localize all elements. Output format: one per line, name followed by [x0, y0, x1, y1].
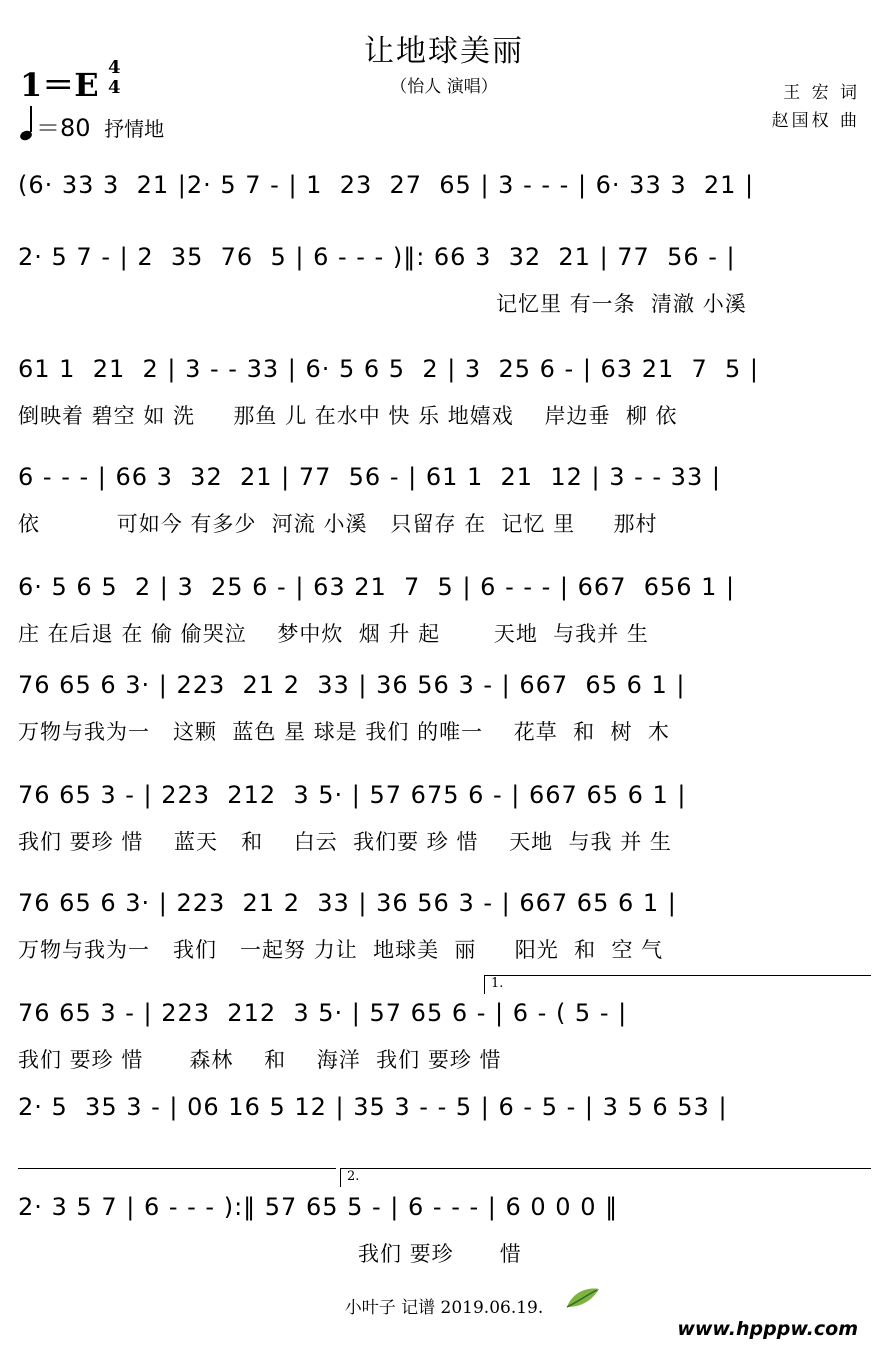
volta-2 — [340, 1168, 871, 1187]
lyricist-credit: 王 宏 词 — [783, 83, 860, 103]
volta-1-continuation — [18, 1168, 336, 1169]
song-title: 让地球美丽 — [364, 34, 524, 69]
tempo-marking — [20, 108, 164, 143]
time-sig-top: 4 — [108, 57, 121, 78]
staff-line-4 — [18, 460, 868, 536]
notation-text: 76 65 6 3· | 223 21 2 33 | 36 56 3 - | 667 65 6 1 | — [18, 671, 686, 699]
time-signature — [108, 58, 121, 98]
notation-text: (6· 33 3 21 |2· 5 7 - | 1 23 27 65 | 3 - - - | 6· 33 3 21 | — [18, 171, 755, 199]
notation-text: 2· 5 35 3 - | 06 16 5 12 | 35 3 - - 5 | 6 - 5 - | 3 5 6 53 | — [18, 1093, 728, 1121]
lyrics-text: 我们 要珍 惜 森林 和 海洋 我们 要珍 惜 — [18, 1048, 502, 1072]
lyrics-text: 庄 在后退 在 偷 偷哭泣 梦中炊 烟 升 起 天地 与我并 生 — [18, 622, 649, 646]
website-watermark: www.hpppw.com — [677, 1318, 858, 1340]
staff-line-6 — [18, 668, 868, 744]
notation-text: 76 65 3 - | 223 212 3 5· | 57 65 6 - | 6 - ( 5 - | — [18, 999, 628, 1027]
notation-text: 2· 3 5 7 | 6 - - - ):‖ 57 65 5 - | 6 - - - | 6 0 0 0 ‖ — [18, 1193, 619, 1221]
tempo-value: ＝80 — [36, 114, 91, 142]
staff-line-7 — [18, 778, 868, 854]
volta-2-label: 2. — [347, 1169, 360, 1184]
notation-text: 76 65 3 - | 223 212 3 5· | 57 675 6 - | 667 65 6 1 | — [18, 781, 687, 809]
notation-text: 6· 5 6 5 2 | 3 25 6 - | 63 21 7 5 | 6 - - - | 667 656 1 | — [18, 573, 736, 601]
lyrics-text: 依 可如今 有多少 河流 小溪 只留存 在 记忆 里 那村 — [18, 512, 658, 536]
lyrics-text: 万物与我为一 这颗 蓝色 星 球是 我们 的唯一 花草 和 树 木 — [18, 720, 670, 744]
lyrics-text: 记忆里 有一条 清澈 小溪 — [496, 292, 747, 316]
note-stem — [30, 106, 32, 132]
staff-line-9 — [18, 996, 868, 1072]
notation-text: 2· 5 7 - | 2 35 76 5 | 6 - - - )‖: 66 3 32 21 | 77 56 - | — [18, 243, 736, 271]
staff-line-3 — [18, 352, 868, 428]
notation-text: 61 1 21 2 | 3 - - 33 | 6· 5 6 5 2 | 3 25 6 - | 63 21 7 5 | — [18, 355, 760, 383]
key-signature: 1＝E — [20, 66, 99, 104]
staff-line-10 — [18, 1090, 868, 1140]
leaf-icon — [565, 1285, 601, 1311]
lyrics-text: 万物与我为一 我们 一起努 力让 地球美 丽 阳光 和 空 气 — [18, 938, 664, 962]
lyrics-text: 我们 要珍 惜 — [358, 1242, 522, 1266]
volta-1-label: 1. — [491, 976, 504, 991]
time-sig-bottom: 4 — [108, 77, 121, 98]
notation-text: 76 65 6 3· | 223 21 2 33 | 36 56 3 - | 667 65 6 1 | — [18, 889, 677, 917]
transcriber-footer: 小叶子 记谱 2019.06.19. — [344, 1298, 544, 1318]
staff-line-8 — [18, 886, 868, 962]
singer-credit: （怡人 演唱） — [390, 77, 498, 97]
lyrics-text: 倒映着 碧空 如 洗 那鱼 儿 在水中 快 乐 地嬉戏 岸边垂 柳 依 — [18, 404, 678, 428]
tempo-expression: 抒情地 — [104, 117, 165, 141]
lyrics-text: 我们 要珍 惜 蓝天 和 白云 我们要 珍 惜 天地 与我 并 生 — [18, 830, 672, 854]
notation-text: 6 - - - | 66 3 32 21 | 77 56 - | 61 1 21 12 | 3 - - 33 | — [18, 463, 721, 491]
staff-line-2 — [18, 240, 868, 316]
staff-line-5 — [18, 570, 868, 646]
staff-line-1 — [18, 168, 868, 218]
staff-line-11 — [18, 1190, 868, 1266]
composer-credit: 赵国权 曲 — [771, 111, 860, 131]
volta-1 — [484, 975, 871, 994]
